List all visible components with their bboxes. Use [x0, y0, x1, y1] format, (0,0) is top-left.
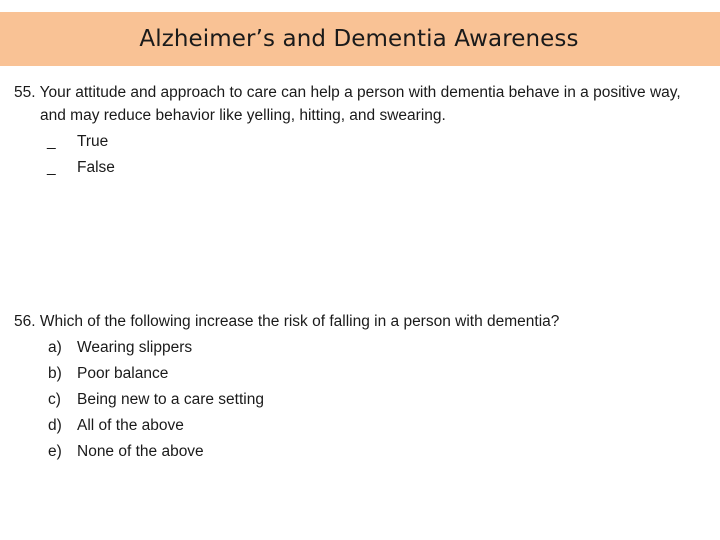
question-text: [14, 310, 704, 333]
option-marker: _: [47, 159, 56, 176]
answer-options: [14, 130, 704, 182]
option-label: True: [77, 133, 109, 150]
question-number: 56.: [14, 313, 36, 330]
answer-option-c[interactable]: [14, 388, 704, 414]
answer-option-e[interactable]: [14, 440, 704, 466]
answer-option-true[interactable]: [14, 130, 704, 156]
option-marker: _: [47, 133, 56, 150]
answer-options: [14, 336, 704, 466]
option-label: All of the above: [77, 417, 184, 434]
option-marker: e): [48, 443, 62, 460]
option-marker: b): [48, 365, 62, 382]
option-label: None of the above: [77, 443, 204, 460]
question-number: 55.: [14, 84, 36, 101]
answer-option-false[interactable]: [14, 156, 704, 182]
answer-option-a[interactable]: [14, 336, 704, 362]
answer-option-b[interactable]: [14, 362, 704, 388]
option-label: Being new to a care setting: [77, 391, 264, 408]
option-label: False: [77, 159, 115, 176]
answer-option-d[interactable]: [14, 414, 704, 440]
option-marker: d): [48, 417, 62, 434]
option-marker: c): [48, 391, 61, 408]
question-text: [14, 81, 704, 127]
page-title: Alzheimer’s and Dementia Awareness: [139, 26, 579, 52]
option-marker: a): [48, 339, 62, 356]
question-body: Your attitude and approach to care can help a person with dementia behave in a positive way, and may reduce behavior like yelling, hitting, and swearing.: [39, 84, 681, 124]
question-body: Which of the following increase the risk of falling in a person with dementia?: [39, 313, 560, 330]
option-label: Wearing slippers: [77, 339, 193, 356]
option-label: Poor balance: [77, 365, 169, 382]
question-56: [14, 310, 704, 466]
question-55: [14, 81, 704, 182]
title-banner: [0, 12, 720, 66]
